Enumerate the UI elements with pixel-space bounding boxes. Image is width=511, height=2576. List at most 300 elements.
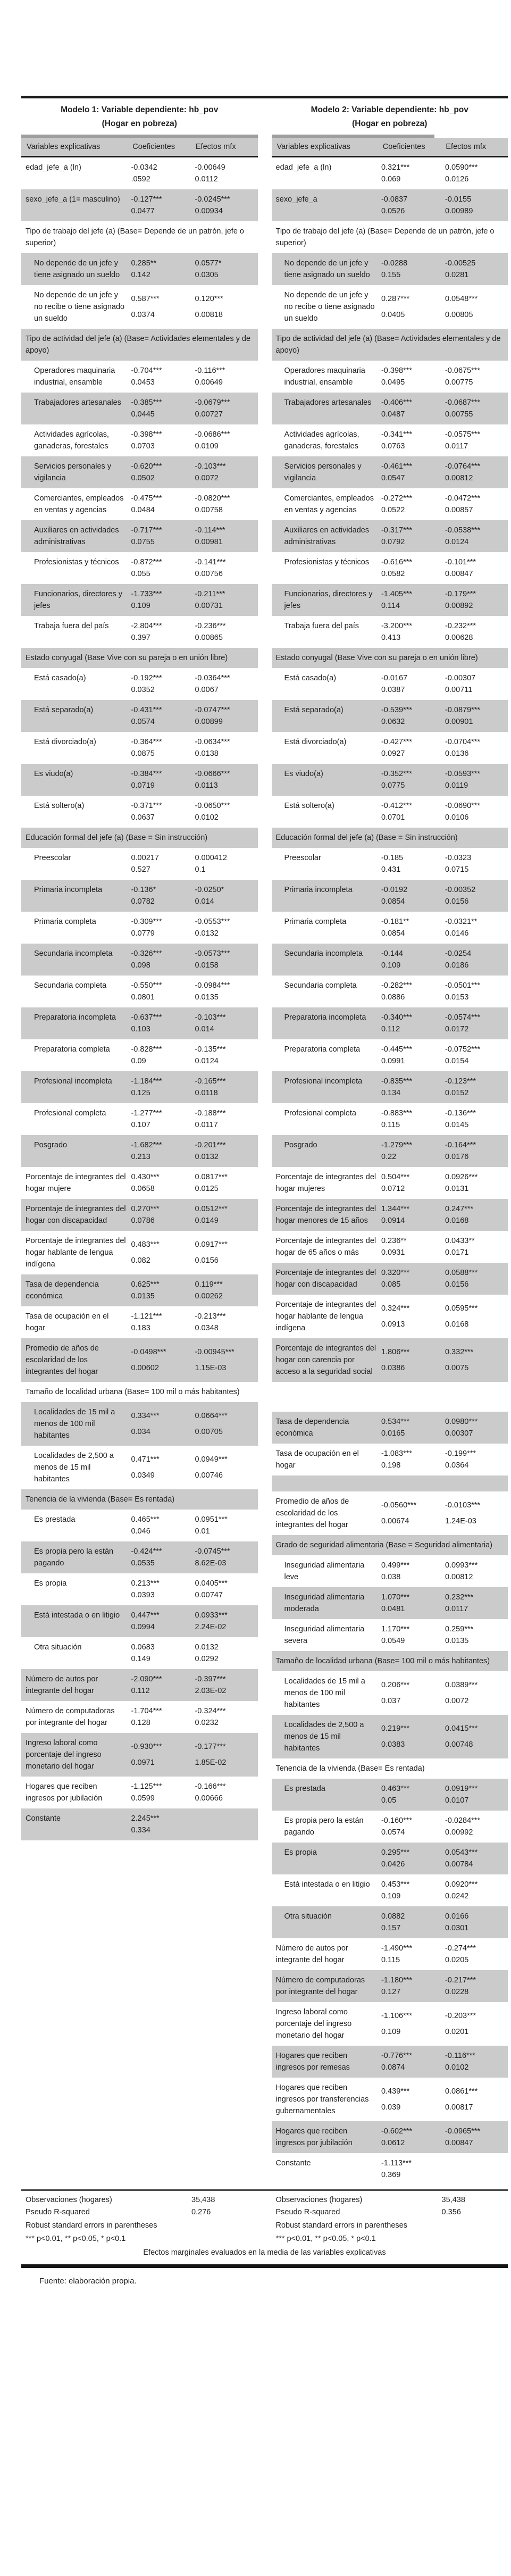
variable-label: Está divorciado(a): [34, 738, 96, 747]
mfx-se: 0.00649: [195, 378, 223, 387]
mfx-se: 0.0131: [445, 1185, 469, 1194]
coefficient-value: -0.272***: [381, 494, 413, 503]
coefficient-value: -1.277***: [131, 1109, 162, 1118]
coefficient-value: -0.550***: [131, 981, 162, 990]
coefficient-se: 0.0574: [131, 718, 155, 727]
mfx-cell: [194, 668, 257, 700]
coefficient-cell: [130, 880, 194, 912]
coefficient-se: 0.0775: [381, 781, 405, 790]
mfx-value: -0.00945***: [195, 1348, 234, 1357]
variable-label: Está separado(a): [34, 706, 94, 715]
variable-label: Está separado(a): [284, 706, 344, 715]
variable-row: [21, 520, 258, 552]
coefficient-value: -1.279***: [381, 1141, 413, 1150]
mfx-cell: [444, 552, 508, 584]
coefficient-cell: [130, 616, 194, 648]
section-header-row: [272, 828, 508, 848]
mfx-se: 0.0132: [195, 929, 219, 938]
mfx-cell: [194, 796, 257, 828]
coefficient-cell: [380, 1779, 444, 1811]
coefficient-cell: [380, 1135, 444, 1167]
variable-row: [272, 1199, 508, 1231]
coefficient-se: 0.0374: [131, 310, 155, 319]
mfx-se: 0.00711: [445, 686, 473, 695]
coefficient-value: -0.828***: [131, 1045, 162, 1054]
variable-row: [272, 1491, 508, 1535]
mfx-se: 0.00746: [195, 1471, 223, 1480]
coefficient-value: -0.424***: [131, 1547, 162, 1556]
variable-row: [272, 1412, 508, 1444]
variable-label: Secundaria completa: [284, 981, 357, 990]
mfx-se: 0.01: [195, 1527, 210, 1536]
mfx-cell: [444, 1491, 508, 1535]
coefficient-value: 1.070***: [381, 1593, 410, 1602]
pseudo-r-squared-row: [21, 2206, 508, 2219]
coefficient-cell: [380, 2078, 444, 2121]
variable-row: [21, 1274, 258, 1306]
coefficient-value: -1.733***: [131, 590, 162, 599]
variable-row: [21, 488, 258, 520]
variable-row: [21, 361, 258, 393]
variable-label: Porcentaje de integrantes del hogar menores de 15 años: [275, 1205, 376, 1226]
mfx-se: 0.0156: [445, 1280, 469, 1289]
coefficient-se: 0.0913: [381, 1320, 405, 1329]
coefficient-cell: [130, 1808, 194, 1840]
coefficient-cell: [130, 912, 194, 944]
mfx-cell: [444, 361, 508, 393]
mfx-cell: [444, 2121, 508, 2153]
variable-label: Está casado(a): [34, 674, 86, 683]
mfx-value: -0.0745***: [195, 1547, 230, 1556]
coefficient-se: 0.0387: [381, 686, 405, 695]
coefficient-se: 0.038: [381, 1573, 401, 1582]
model-1-observations: [21, 2194, 258, 2206]
observations-label: Observaciones (hogares): [26, 2196, 112, 2205]
variable-row: [21, 1637, 258, 1669]
coefficient-value: 0.625***: [131, 1280, 160, 1289]
variable-label: Profesional completa: [34, 1109, 106, 1118]
coefficient-value: -0.0342: [131, 163, 157, 172]
variable-row: [272, 552, 508, 584]
section-header-label: Tamaño de localidad urbana (Base= 100 mil o más habitantes): [26, 1388, 240, 1397]
variable-label: Promedio de años de escolaridad de los integrantes del hogar: [275, 1497, 349, 1530]
coefficient-value: -0.0167: [381, 674, 408, 683]
coefficient-se: 0.0547: [381, 474, 405, 483]
variable-row: [272, 616, 508, 648]
variable-row: [272, 880, 508, 912]
coefficient-se: 0.0582: [381, 570, 405, 579]
mfx-value: 0.0132: [195, 1643, 219, 1652]
variable-row: [272, 1874, 508, 1906]
coefficient-cell: [130, 584, 194, 616]
mfx-se: 0.00812: [445, 1573, 473, 1582]
variable-row: [21, 1669, 258, 1701]
coefficient-value: 0.0882: [381, 1912, 405, 1921]
mfx-se: 0.00262: [195, 1292, 223, 1301]
mfx-value: 0.0577*: [195, 259, 222, 268]
variable-row: [21, 456, 258, 488]
mfx-se: 0.0292: [195, 1655, 219, 1664]
mfx-cell: [194, 880, 257, 912]
coefficient-se: 0.0886: [381, 993, 405, 1002]
mfx-se: 2.24E-02: [195, 1623, 227, 1632]
coefficient-se: 0.0502: [131, 474, 155, 483]
coefficient-cell: [130, 1071, 194, 1103]
mfx-se: 1.24E-03: [445, 1516, 476, 1525]
coefficient-cell: [380, 1970, 444, 2002]
variable-label: Hogares que reciben ingresos por jubilación: [26, 1782, 103, 1803]
variable-label: Está divorciado(a): [284, 738, 347, 747]
mfx-cell: [194, 1637, 257, 1669]
variable-row: [272, 732, 508, 764]
mfx-value: 0.000412: [195, 854, 227, 863]
coefficient-cell: [130, 1446, 194, 1489]
mfx-cell: [444, 488, 508, 520]
variable-label: Está soltero(a): [34, 802, 85, 811]
coefficient-value: -0.872***: [131, 558, 162, 567]
variable-row: [21, 1402, 258, 1446]
coefficient-se: 0.0352: [131, 686, 155, 695]
section-header-row: [272, 1535, 508, 1555]
variable-row: [272, 1587, 508, 1619]
variable-row: [21, 157, 258, 189]
mfx-se: 0.0113: [195, 781, 218, 790]
mfx-cell: [194, 552, 257, 584]
coefficient-se: 0.00674: [381, 1516, 409, 1525]
coefficient-cell: [380, 700, 444, 732]
mfx-cell: [444, 732, 508, 764]
coefficient-se: 0.155: [381, 271, 401, 280]
footer-divider: [21, 2189, 508, 2191]
variable-label: Otra situación: [284, 1912, 332, 1921]
pseudo-r2-label: Pseudo R-squared: [275, 2208, 340, 2217]
coefficient-value: -0.412***: [381, 802, 413, 811]
coefficient-cell: [380, 1071, 444, 1103]
mfx-value: -0.103***: [195, 462, 226, 471]
section-header-row: [21, 329, 258, 361]
mfx-se: 0.0348: [195, 1324, 219, 1333]
mfx-value: -0.166***: [195, 1782, 226, 1791]
mfx-value: -0.116***: [195, 366, 225, 376]
mfx-se: 2.03E-02: [195, 1687, 227, 1696]
mfx-cell: [444, 2153, 508, 2185]
variable-label: No depende de un jefe y tiene asignado un sueldo: [284, 259, 370, 280]
mfx-se: 0.0715: [445, 865, 469, 874]
coefficient-se: 0.157: [381, 1924, 401, 1933]
mfx-se: 0.0281: [445, 271, 469, 280]
mfx-se: 0.0117: [445, 1605, 468, 1614]
coefficient-se: 0.115: [381, 1121, 400, 1130]
mfx-se: 0.00847: [445, 2139, 473, 2148]
variable-label: Promedio de años de escolaridad de los integrantes del hogar: [26, 1344, 99, 1377]
mfx-cell: [194, 1541, 257, 1573]
coefficient-se: 0.114: [381, 602, 400, 611]
mfx-value: -0.0254: [445, 949, 472, 958]
variable-row: [21, 1007, 258, 1039]
coefficient-se: 0.0383: [381, 1740, 405, 1749]
coefficient-cell: [130, 157, 194, 189]
mfx-value: 0.0664***: [195, 1412, 228, 1421]
coefficient-se: 0.0658: [131, 1185, 155, 1194]
variable-label: Inseguridad alimentaria moderada: [284, 1593, 365, 1614]
coefficient-se: 0.0526: [381, 207, 405, 216]
section-header-row: [272, 648, 508, 668]
coefficient-se: 0.0481: [381, 1605, 405, 1614]
coefficient-cell: [380, 2046, 444, 2078]
coefficient-cell: [380, 1938, 444, 1970]
coefficient-se: 0.0349: [131, 1471, 155, 1480]
mfx-value: -0.0573***: [195, 949, 230, 958]
mfx-value: -0.101***: [445, 558, 476, 567]
mfx-se: 0.0136: [445, 749, 469, 758]
variable-label: Comerciantes, empleados en ventas y agencias: [284, 494, 374, 515]
mfx-se: 0.0067: [195, 686, 219, 695]
coefficient-se: 0.0779: [131, 929, 155, 938]
variable-row: [272, 1071, 508, 1103]
coefficient-cell: [130, 189, 194, 221]
mfx-value: -0.0984***: [195, 981, 230, 990]
variable-label: Trabaja fuera del país: [34, 622, 109, 631]
variable-row: [272, 1007, 508, 1039]
mfx-se: 0.0106: [445, 813, 469, 822]
mfx-value: -0.177***: [195, 1743, 226, 1752]
coefficient-cell: [130, 1605, 194, 1637]
variable-label: Es viudo(a): [34, 770, 73, 779]
model-2-title-line2: (Hogar en pobreza): [352, 119, 428, 128]
variable-row: [21, 976, 258, 1007]
coefficient-cell: [130, 700, 194, 732]
coefficient-cell: [380, 1906, 444, 1938]
mfx-value: 0.0405***: [195, 1579, 228, 1588]
coefficient-se: 0.109: [131, 602, 150, 611]
mfx-cell: [444, 1671, 508, 1715]
coefficient-value: -0.160***: [381, 1816, 413, 1825]
variable-row: [272, 1970, 508, 2002]
coefficient-cell: [130, 976, 194, 1007]
coefficient-se: 0.369: [381, 2171, 401, 2180]
pseudo-r2-value: 0.356: [441, 2208, 461, 2217]
mfx-cell: [194, 1199, 257, 1231]
pseudo-r2-label: Pseudo R-squared: [26, 2208, 90, 2217]
variable-row: [21, 912, 258, 944]
mfx-cell: [194, 616, 257, 648]
coefficient-value: 0.447***: [131, 1611, 160, 1620]
coefficient-value: -0.776***: [381, 2052, 413, 2061]
variable-label: Porcentaje de integrantes del hogar mujeres: [275, 1173, 376, 1194]
variable-label: Es propia pero la están pagando: [34, 1547, 114, 1568]
mfx-cell: [194, 361, 257, 393]
variable-label: Actividades agrícolas, ganaderas, forestales: [34, 430, 110, 451]
mfx-cell: [444, 700, 508, 732]
coefficient-cell: [380, 796, 444, 828]
mfx-se: 0.0135: [195, 993, 219, 1002]
mfx-value: 0.119***: [195, 1280, 223, 1289]
section-header-label: Educación formal del jefe (a) (Base = Sin instrucción): [275, 833, 458, 843]
section-header-label: Tipo de trabajo del jefe (a) (Base= Depende de un patrón, jefe o superior): [275, 227, 495, 248]
mfx-cell: [444, 1874, 508, 1906]
variable-row: [21, 1167, 258, 1199]
column-header-variables: Variables explicativas: [27, 143, 100, 152]
coefficient-value: 0.321***: [381, 163, 410, 172]
coefficient-cell: [130, 1338, 194, 1382]
mfx-value: -0.0574***: [445, 1013, 481, 1022]
coefficient-se: 0.085: [381, 1280, 401, 1289]
coefficient-cell: [130, 253, 194, 285]
mfx-se: 0.0109: [195, 442, 219, 451]
mfx-se: 0.00818: [195, 310, 223, 319]
mfx-cell: [444, 1715, 508, 1758]
column-header-variables: Variables explicativas: [277, 143, 350, 152]
coefficient-value: 0.430***: [131, 1173, 160, 1182]
mfx-cell: [194, 285, 257, 329]
variable-row: [21, 285, 258, 329]
coefficient-value: -0.340***: [381, 1013, 413, 1022]
section-header-label: Educación formal del jefe (a) (Base = Sin instrucción): [26, 833, 208, 843]
robust-se-note-row: [21, 2220, 508, 2232]
variable-row: [21, 1541, 258, 1573]
mfx-cell: [444, 2078, 508, 2121]
mfx-cell: [444, 1906, 508, 1938]
mfx-cell: [194, 1274, 257, 1306]
mfx-se: 0.0168: [445, 1216, 469, 1226]
column-header-coefficients: Coeficientes: [382, 143, 425, 152]
mfx-cell: [444, 1295, 508, 1338]
section-header-label: Estado conyugal (Base Vive con su pareja o en unión libre): [275, 654, 478, 663]
coefficient-cell: [380, 361, 444, 393]
coefficient-cell: [380, 1671, 444, 1715]
coefficient-value: -0.0837: [381, 195, 408, 204]
mfx-cell: [444, 1811, 508, 1843]
mfx-value: 0.0433**: [445, 1237, 475, 1246]
variable-label: Es prestada: [284, 1785, 325, 1794]
mfx-se: 0.00857: [445, 506, 473, 515]
mfx-se: 8.62E-03: [195, 1559, 227, 1568]
coefficient-value: 0.213***: [131, 1579, 160, 1588]
mfx-value: -0.0687***: [445, 398, 481, 407]
mfx-cell: [444, 912, 508, 944]
coefficient-se: 0.0703: [131, 442, 155, 451]
variable-label: Primaria completa: [34, 918, 96, 927]
mfx-value: -0.103***: [195, 1013, 226, 1022]
coefficient-se: 0.0874: [381, 2063, 405, 2072]
coefficient-se: 0.0914: [381, 1216, 405, 1226]
coefficient-cell: [130, 848, 194, 880]
variable-row: [272, 488, 508, 520]
mfx-cell: [194, 1167, 257, 1199]
variable-label: Hogares que reciben ingresos por transferencias gubernamentales: [275, 2083, 369, 2116]
variable-row: [272, 1103, 508, 1135]
mfx-cell: [444, 944, 508, 976]
coefficient-cell: [130, 1669, 194, 1701]
coefficient-se: 0.0701: [381, 813, 405, 822]
mfx-cell: [194, 1007, 257, 1039]
mfx-se: 0.0145: [445, 1121, 469, 1130]
mfx-cell: [444, 1619, 508, 1651]
mfx-value: 0.0595***: [445, 1304, 478, 1313]
mfx-value: -0.0879***: [445, 706, 481, 715]
variable-label: Hogares que reciben ingresos por remesas: [275, 2052, 350, 2072]
variable-row: [21, 1199, 258, 1231]
mfx-se: 0.0172: [445, 1025, 469, 1034]
coefficient-se: 0.0632: [381, 718, 405, 727]
mfx-se: 0.00755: [445, 410, 473, 419]
coefficient-value: -0.0498***: [131, 1348, 166, 1357]
coefficient-cell: [130, 1402, 194, 1446]
mfx-value: -0.116***: [445, 2052, 475, 2061]
coefficient-cell: [380, 1843, 444, 1874]
section-header-label: Tenencia de la vivienda (Base= Es rentada): [26, 1495, 175, 1504]
coefficient-cell: [130, 1103, 194, 1135]
model-2-se-note: Robust standard errors in parentheses: [275, 2221, 407, 2230]
mfx-cell: [444, 1555, 508, 1587]
coefficient-value: -0.0560***: [381, 1501, 417, 1510]
coefficient-se: 0.0755: [131, 538, 155, 547]
coefficient-se: 0.0854: [381, 897, 405, 906]
coefficient-se: 0.125: [131, 1089, 150, 1098]
mfx-value: 0.0920***: [445, 1880, 478, 1889]
variable-label: Trabajadores artesanales: [284, 398, 372, 407]
mfx-cell: [444, 1199, 508, 1231]
coefficient-cell: [130, 520, 194, 552]
coefficient-se: 0.413: [381, 633, 401, 643]
variable-label: Tasa de ocupación en el hogar: [26, 1312, 109, 1333]
coefficient-value: -1.083***: [381, 1449, 413, 1458]
variable-row: [21, 668, 258, 700]
coefficient-cell: [380, 520, 444, 552]
section-header-row: [272, 1651, 508, 1671]
coefficient-se: 0.082: [131, 1256, 150, 1265]
variable-label: Funcionarios, directores y jefes: [34, 590, 123, 611]
mfx-value: -0.0364***: [195, 674, 230, 683]
model-1-column-header: [21, 138, 258, 157]
mfx-value: -0.114***: [195, 526, 225, 535]
pseudo-r2-value: 0.276: [191, 2208, 211, 2217]
coefficient-value: -0.309***: [131, 918, 162, 927]
variable-label: Auxiliares en actividades administrativas: [34, 526, 119, 547]
mfx-value: -0.0538***: [445, 526, 481, 535]
coefficient-value: 0.206***: [381, 1681, 410, 1690]
model-2-title: [272, 98, 508, 135]
variable-label: Porcentaje de integrantes del hogar de 65 años o más: [275, 1237, 376, 1257]
coefficient-se: 0.0801: [131, 993, 155, 1002]
mfx-cell: [194, 976, 257, 1007]
mfx-se: 0.0132: [195, 1153, 219, 1162]
mfx-value: 0.332***: [445, 1348, 474, 1357]
variable-label: Número de autos por integrante del hogar: [26, 1675, 98, 1696]
mfx-se: 0.0153: [445, 993, 469, 1002]
variable-label: Primaria incompleta: [34, 886, 103, 895]
coefficient-cell: [380, 732, 444, 764]
coefficient-cell: [380, 285, 444, 329]
mfx-value: -0.0155: [445, 195, 472, 204]
mfx-value: 0.0415***: [445, 1724, 478, 1733]
variable-label: Secundaria completa: [34, 981, 107, 990]
variable-row: [272, 1906, 508, 1938]
section-header-label: Tenencia de la vivienda (Base= Es rentada): [275, 1764, 425, 1773]
coefficient-cell: [380, 912, 444, 944]
mfx-cell: [194, 1808, 257, 1840]
variable-row: [272, 584, 508, 616]
coefficient-se: 0.109: [381, 961, 401, 970]
coefficient-se: 0.0875: [131, 749, 155, 758]
mfx-cell: [194, 393, 257, 424]
coefficient-se: 0.0165: [381, 1429, 405, 1438]
variable-row: [21, 732, 258, 764]
section-header-row: [272, 221, 508, 253]
coefficient-cell: [130, 764, 194, 796]
coefficient-se: 0.0792: [381, 538, 405, 547]
variable-label: Funcionarios, directores y jefes: [284, 590, 373, 611]
